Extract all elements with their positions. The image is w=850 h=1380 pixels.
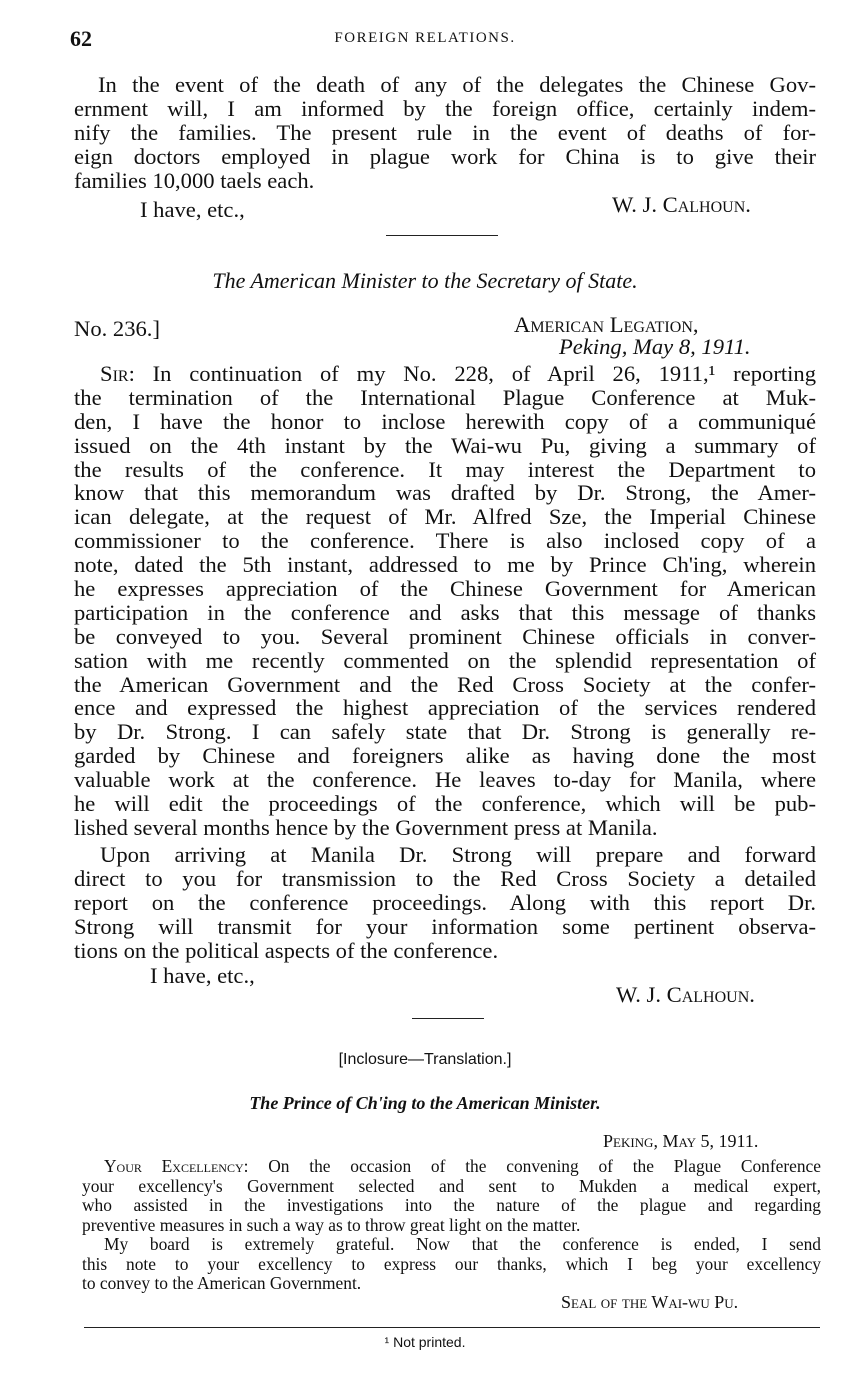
paragraph-line: be conveyed to you. Several prominent Chinese officials in conver- bbox=[74, 623, 816, 649]
dispatch-number: No. 236.] bbox=[74, 316, 160, 341]
paragraph-line: ernment will, I am informed by the foreign office, certainly indem- bbox=[74, 95, 816, 121]
paragraph-line: he expresses appreciation of the Chinese Government for American bbox=[74, 576, 816, 602]
inclosure-dateline bbox=[603, 1131, 758, 1152]
paragraph-line: den, I have the honor to inclose herewith copy of a communiqué bbox=[74, 408, 816, 434]
paragraph-line: lished several months hence by the Government press at Manila. bbox=[74, 814, 658, 840]
paragraph-line: note, dated the 5th instant, addressed to me by Prince Ch'ing, wherein bbox=[74, 552, 816, 578]
paragraph-line: preventive measures in such a way as to throw great light on the matter. bbox=[82, 1214, 581, 1235]
paragraph-line: Your Excellency: On the occasion of the convening of the Plague Conference bbox=[104, 1156, 821, 1176]
paragraph-line: by Dr. Strong. I can safely state that Dr. Strong is generally re- bbox=[74, 719, 816, 745]
inclosure-dateline-text: Peking, May 5, 1911. bbox=[603, 1131, 759, 1151]
paragraph-line: the termination of the International Plague Conference at Muk- bbox=[74, 384, 816, 410]
paragraph-line: direct to you for transmission to the Red Cross Society a detailed bbox=[74, 865, 816, 891]
paragraph-line: Strong will transmit for your information some pertinent observa- bbox=[74, 913, 816, 939]
paragraph-line: Sir: In continuation of my No. 228, of April 26, 1911,¹ reporting bbox=[100, 361, 816, 386]
paragraph-line: ican delegate, at the request of Mr. Alfred Sze, the Imperial Chinese bbox=[74, 504, 816, 530]
dispatch-dateline: Peking, May 8, 1911. bbox=[559, 334, 751, 359]
main-paragraph-2 bbox=[74, 843, 816, 962]
seal-text: Seal of the Wai-wu Pu. bbox=[561, 1292, 739, 1312]
closing-salutation-1: I have, etc., bbox=[140, 197, 245, 222]
paragraph-line: sation with me recently commented on the splendid representation of bbox=[74, 647, 816, 673]
intro-paragraph bbox=[74, 73, 816, 192]
main-paragraph-1 bbox=[74, 362, 816, 840]
inclosure-heading: The Prince of Ch'ing to the American Minister. bbox=[249, 1093, 601, 1113]
paragraph-line: Upon arriving at Manila Dr. Strong will prepare and forward bbox=[100, 842, 816, 867]
paragraph-line: issued on the 4th instant by the Wai-wu Pu, giving a summary of bbox=[74, 432, 816, 458]
closing-salutation-2: I have, etc., bbox=[150, 963, 255, 988]
paragraph-line: who assisted in the investigations into the nature of the plague and regarding bbox=[82, 1195, 821, 1215]
paragraph-line: report on the conference proceedings. Along with this report Dr. bbox=[74, 889, 816, 915]
paragraph-line: the results of the conference. It may interest the Department to bbox=[74, 456, 816, 482]
inclosure-label: [Inclosure—Translation.] bbox=[338, 1051, 512, 1068]
paragraph-line: In the event of the death of any of the delegates the Chinese Gov- bbox=[98, 72, 816, 97]
signature-2: W. J. Calhoun. bbox=[616, 982, 755, 1007]
footnote: ¹ Not printed. bbox=[384, 1334, 466, 1350]
running-title: FOREIGN RELATIONS. bbox=[334, 30, 516, 46]
inclosure-paragraph-1 bbox=[82, 1157, 821, 1235]
paragraph-line: participation in the conference and asks that this message of thanks bbox=[74, 599, 816, 625]
section-divider-2 bbox=[412, 1018, 484, 1019]
paragraph-line: valuable work at the conference. He leaves to-day for Manila, where bbox=[74, 767, 816, 793]
paragraph-line: commissioner to the conference. There is also inclosed copy of a bbox=[74, 528, 816, 554]
paragraph-line: garded by Chinese and foreigners alike as having done the most bbox=[74, 743, 816, 769]
paragraph-line: he will edit the proceedings of the conference, which will be pub- bbox=[74, 791, 816, 817]
section-divider-1 bbox=[386, 235, 498, 236]
paragraph-line: My board is extremely grateful. Now that the conference is ended, I send bbox=[104, 1234, 821, 1254]
dispatch-place: American Legation, bbox=[514, 312, 699, 337]
section-heading: The American Minister to the Secretary of State. bbox=[212, 268, 638, 293]
paragraph-line: tions on the political aspects of the conference. bbox=[74, 937, 499, 963]
paragraph-line: eign doctors employed in plague work for China is to give their bbox=[74, 143, 816, 169]
paragraph-line: this note to your excellency to express our thanks, which I beg your excellency bbox=[82, 1253, 821, 1274]
inclosure-paragraph-2 bbox=[82, 1235, 821, 1294]
page-number: 62 bbox=[70, 26, 92, 51]
paragraph-line: your excellency's Government selected and sent to Mukden a medical expert, bbox=[82, 1175, 821, 1196]
footnote-rule bbox=[84, 1327, 820, 1328]
paragraph-line: families 10,000 taels each. bbox=[74, 167, 315, 193]
signature-1: W. J. Calhoun. bbox=[612, 192, 751, 217]
paragraph-line: know that this memorandum was drafted by Dr. Strong, the Amer- bbox=[74, 480, 816, 506]
paragraph-line: to convey to the American Government. bbox=[82, 1273, 362, 1293]
paragraph-line: nify the families. The present rule in the event of deaths of for- bbox=[74, 119, 816, 145]
paragraph-line: the American Government and the Red Cross Society at the confer- bbox=[74, 671, 816, 697]
paragraph-line: ence and expressed the highest appreciation of the services rendered bbox=[74, 695, 816, 721]
